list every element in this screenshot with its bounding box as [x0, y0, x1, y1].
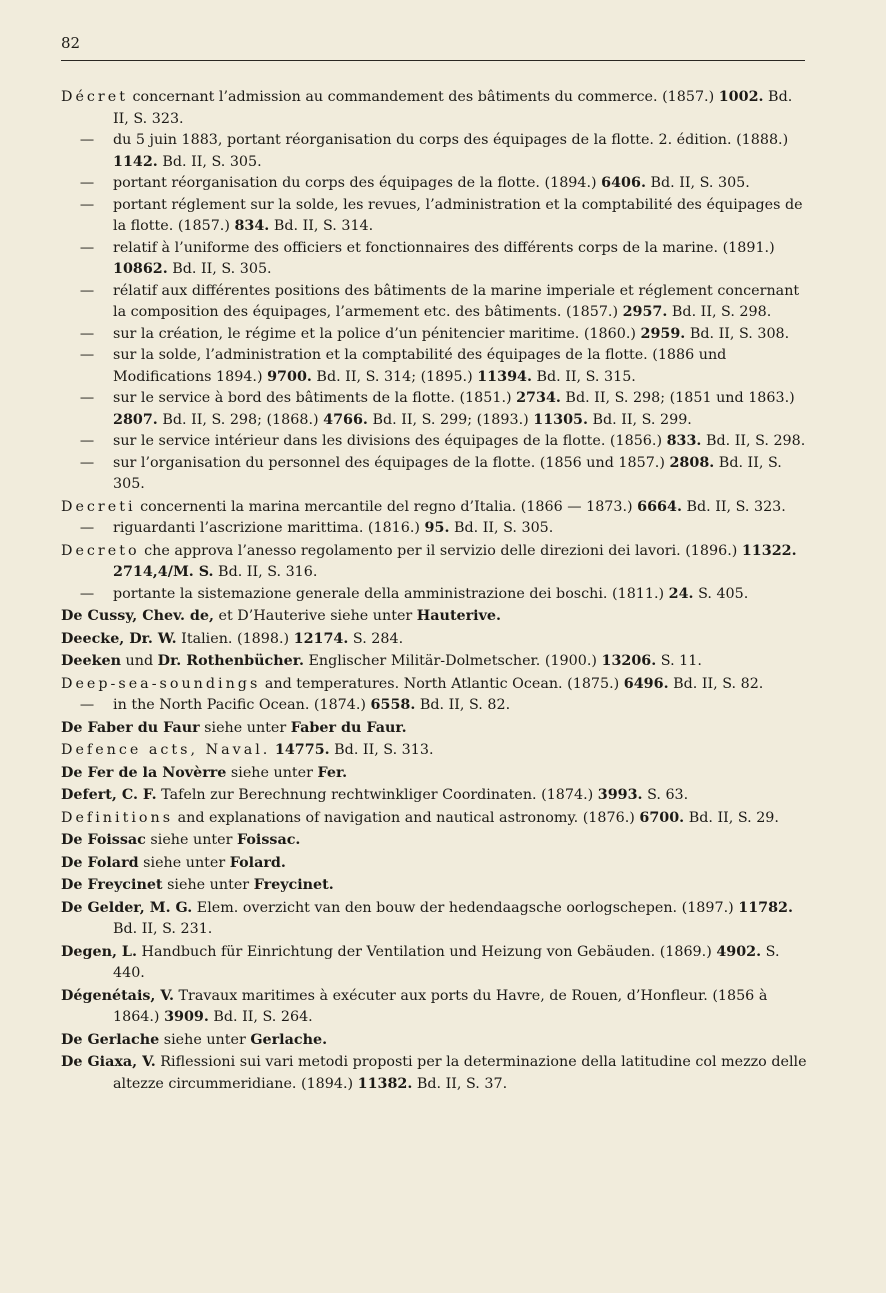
- volume-page-ref: S. 11.: [656, 653, 702, 669]
- entry-text: Italien. (1898.): [176, 630, 294, 647]
- entry-cross-reference: Faber du Faur.: [290, 719, 407, 736]
- volume-page-ref: S. 63.: [642, 787, 689, 803]
- volume-page-ref: Bd. II, S. 298; (1868.): [157, 411, 324, 428]
- index-entry: [61, 808, 807, 830]
- index-subentry: [61, 453, 807, 496]
- entry-text: Elem. overzicht van den bouw der hedendaagsche oorlogschepen. (1897.): [192, 899, 739, 916]
- subentry-dash: —: [79, 520, 95, 536]
- index-subentry: [61, 130, 807, 173]
- entry-text: sur la création, le régime et la police d’un pénitencier maritime. (1860.): [113, 325, 641, 342]
- entry-headword: Décret: [61, 89, 128, 105]
- entry-text: relatif à l’uniforme des officiers et fonctionnaires des différents corps de la marine. (1891.): [113, 239, 775, 256]
- index-entry: [61, 651, 807, 673]
- subentry-dash: —: [79, 454, 95, 471]
- volume-page-ref: Bd. II, S. 305.: [645, 175, 750, 191]
- catalog-number: 2808.: [669, 454, 715, 471]
- volume-page-ref: Bd. II, S. 316.: [213, 564, 318, 580]
- subentry-dash: —: [79, 697, 95, 713]
- entry-cross-reference: Folard.: [229, 854, 286, 871]
- catalog-number: 1002.: [718, 89, 764, 105]
- volume-page-ref: Bd. II, S. 305.: [157, 153, 262, 170]
- catalog-number: 834.: [234, 218, 270, 234]
- index-entry: [61, 497, 807, 519]
- index-entry: [61, 942, 807, 985]
- catalog-number: 13206.: [601, 653, 657, 669]
- entry-text: and explanations of navigation and nautical astronomy. (1876.): [173, 809, 640, 826]
- index-subentry: [61, 195, 807, 238]
- catalog-number: 10862.: [113, 261, 168, 277]
- entry-text: sur l’organisation du personnel des équipages de la flotte. (1856 und 1857.): [113, 454, 670, 471]
- entry-headword: Deeken: [61, 653, 121, 669]
- volume-page-ref: S. 440.: [113, 943, 780, 981]
- subentry-dash: —: [79, 325, 95, 342]
- index-subentry: [61, 695, 807, 717]
- catalog-number: 14775.: [274, 742, 330, 758]
- volume-page-ref: Bd. II, S. 82.: [668, 675, 764, 692]
- index-entry: [61, 740, 807, 762]
- page-number: 82: [61, 34, 81, 52]
- entry-text: siehe unter: [138, 854, 230, 871]
- entry-text: and temperatures. North Atlantic Ocean. (1875.): [260, 675, 624, 692]
- catalog-number: 4902.: [716, 943, 762, 960]
- catalog-number: 2959.: [640, 325, 686, 342]
- entry-headword: Defert, C. F.: [61, 787, 157, 803]
- entry-text: siehe unter: [162, 877, 254, 893]
- subentry-dash: —: [79, 175, 95, 191]
- catalog-number: 6558.: [370, 697, 416, 713]
- entry-headword: Dégenétais, V.: [61, 987, 174, 1004]
- catalog-number: 2734.: [516, 390, 561, 406]
- volume-page-ref: Bd. II, S. 305.: [113, 454, 782, 492]
- entry-text: portant réglement sur la solde, les revues, l’administration et la comptabilité des équipages de la flotte. (1857.): [113, 196, 803, 234]
- entry-text: in the North Pacific Ocean. (1874.): [113, 697, 371, 713]
- entry-text: et D’Hauterive siehe unter: [214, 608, 417, 624]
- entry-cross-reference: Foissac.: [237, 832, 301, 848]
- catalog-number: 11782.: [738, 899, 793, 916]
- catalog-number: 1142.: [113, 153, 158, 170]
- volume-page-ref: Bd. II, S. 305.: [449, 520, 554, 536]
- entry-headword: Degen, L.: [61, 943, 137, 960]
- volume-page-ref: Bd. II, S. 82.: [415, 697, 511, 713]
- index-entry: [61, 830, 807, 852]
- catalog-number: 4766.: [323, 411, 368, 428]
- catalog-number: 3909.: [164, 1009, 209, 1025]
- entry-coauthor: Dr. Rothenbücher.: [157, 653, 304, 669]
- index-entry: [61, 1030, 807, 1052]
- subentry-dash: —: [79, 433, 95, 449]
- entry-headword: De Freycinet: [61, 877, 163, 893]
- entry-text: riguardanti l’ascrizione marittima. (1816.): [113, 520, 425, 536]
- subentry-dash: —: [79, 239, 95, 256]
- catalog-number: 2807.: [113, 411, 158, 428]
- entry-text: portant réorganisation du corps des équipages de la flotte. (1894.): [113, 175, 602, 191]
- volume-page-ref: Bd. II, S. 308.: [685, 325, 790, 342]
- catalog-number: 11322. 2714,4/M. S.: [113, 542, 797, 580]
- volume-page-ref: Bd. II, S. 29.: [684, 809, 779, 826]
- volume-page-ref: Bd. II, S. 37.: [412, 1075, 508, 1092]
- volume-page-ref: Bd. II, S. 299; (1893.): [367, 411, 534, 428]
- volume-page-ref: Bd. II, S. 315.: [531, 368, 636, 385]
- entry-text: concernant l’admission au commandement des bâtiments du commerce. (1857.): [127, 89, 719, 105]
- entry-cross-reference: Hauterive.: [416, 608, 501, 624]
- index-subentry: [61, 173, 807, 195]
- entry-headword: Decreto: [61, 542, 140, 559]
- entry-headword: De Foissac: [61, 832, 146, 848]
- volume-page-ref: Bd. II, S. 231.: [113, 921, 213, 937]
- volume-page-ref: Bd. II, S. 313.: [329, 742, 434, 758]
- entry-text: siehe unter: [226, 764, 318, 781]
- entry-text: concernenti la marina mercantile del regno d’Italia. (1866 — 1873.): [135, 498, 638, 515]
- index-entry: [61, 674, 807, 696]
- subentry-dash: —: [79, 282, 95, 299]
- entry-cross-reference: Freycinet.: [253, 877, 334, 893]
- entry-cross-reference: Fer.: [317, 764, 348, 781]
- subentry-dash: —: [79, 585, 95, 602]
- catalog-number: 95.: [424, 520, 450, 536]
- entry-text: Tafeln zur Berechnung rechtwinkliger Coordinaten. (1874.): [156, 787, 598, 803]
- subentry-dash: —: [79, 196, 95, 213]
- entry-headword: De Fer de la Novèrre: [61, 764, 227, 781]
- entry-headword: Deecke, Dr. W.: [61, 630, 177, 647]
- index-subentry: [61, 345, 807, 388]
- subentry-dash: —: [79, 390, 95, 406]
- volume-page-ref: Bd. II, S. 323.: [113, 89, 793, 127]
- entry-headword: Deep-sea-soundings: [61, 675, 261, 692]
- catalog-number: 11305.: [533, 411, 588, 428]
- catalog-number: 6700.: [639, 809, 685, 826]
- volume-page-ref: Bd. II, S. 298; (1851 und 1863.): [560, 390, 795, 406]
- index-subentry: [61, 281, 807, 324]
- header-rule: [61, 60, 805, 61]
- index-entry: [61, 875, 807, 897]
- volume-page-ref: Bd. II, S. 314; (1895.): [311, 368, 478, 385]
- index-subentry: [61, 388, 807, 431]
- index-entry: [61, 87, 807, 130]
- entry-text: siehe unter: [145, 832, 238, 848]
- index-entry: [61, 718, 807, 740]
- entry-headword: Definitions: [61, 809, 174, 826]
- subentry-dash: —: [79, 347, 95, 363]
- entry-text: portante la sistemazione generale della amministrazione dei boschi. (1811.): [113, 585, 669, 602]
- entry-headword: De Gerlache: [61, 1031, 160, 1048]
- index-entry: [61, 986, 807, 1029]
- volume-page-ref: S. 284.: [348, 630, 404, 647]
- catalog-number: 11394.: [477, 368, 532, 385]
- catalog-number: 2957.: [622, 304, 668, 320]
- entry-text: che approva l’anesso regolamento per il servizio delle direzioni dei lavori. (1896.): [139, 542, 742, 559]
- index-subentry: [61, 324, 807, 346]
- catalog-number: 6496.: [623, 675, 669, 692]
- volume-page-ref: Bd. II, S. 298.: [667, 304, 772, 320]
- volume-page-ref: Bd. II, S. 298.: [701, 433, 806, 449]
- index-subentry: [61, 431, 807, 453]
- catalog-number: 9700.: [267, 368, 312, 385]
- index-entry: [61, 606, 807, 628]
- index-subentry: [61, 518, 807, 540]
- entry-text: sur le service intérieur dans les divisions des équipages de la flotte. (1856.): [113, 433, 667, 449]
- volume-page-ref: Bd. II, S. 264.: [208, 1009, 313, 1025]
- index-entry: [61, 1052, 807, 1095]
- index-entry: [61, 853, 807, 875]
- entry-headword: De Cussy, Chev. de,: [61, 608, 214, 624]
- catalog-number: 833.: [666, 433, 702, 449]
- catalog-number: 24.: [668, 585, 694, 602]
- catalog-number: 6664.: [637, 498, 682, 515]
- entry-headword: De Giaxa, V.: [61, 1054, 156, 1070]
- entry-text: Travaux maritimes à exécuter aux ports du Havre, de Rouen, d’Honfleur. (1856 à 1864.): [113, 987, 768, 1025]
- catalog-number: 3993.: [597, 787, 643, 803]
- volume-page-ref: Bd. II, S. 299.: [587, 411, 692, 428]
- volume-page-ref: Bd. II, S. 314.: [269, 218, 374, 234]
- entry-text: siehe unter: [199, 719, 291, 736]
- catalog-number: 11382.: [357, 1075, 413, 1092]
- entry-text: rélatif aux différentes positions des bâtiments de la marine imperiale et réglement concernant la composition des équipages, l’armement etc. des bâtiments. (1857.): [113, 282, 800, 320]
- index-entry: [61, 898, 807, 941]
- volume-page-ref: Bd. II, S. 323.: [681, 498, 786, 515]
- entry-headword: De Faber du Faur: [61, 719, 200, 736]
- entry-cross-reference: Gerlache.: [250, 1031, 328, 1048]
- index-entry: [61, 763, 807, 785]
- entry-text: Handbuch für Einrichtung der Ventilation und Heizung von Gebäuden. (1869.): [136, 943, 717, 960]
- volume-page-ref: Bd. II, S. 305.: [167, 261, 272, 277]
- entry-text: und: [121, 653, 158, 669]
- catalog-number: 12174.: [293, 630, 349, 647]
- entry-headword: De Folard: [61, 854, 139, 871]
- entry-text: Riflessioni sui vari metodi proposti per la determinazione della latitudine col mezzo delle altezze circummeridiane. (1894.): [113, 1054, 807, 1092]
- entry-text: du 5 juin 1883, portant réorganisation du corps des équipages de la flotte. 2. édition. (1888.): [113, 132, 789, 148]
- entry-text: Englischer Militär-Dolmetscher. (1900.): [303, 653, 602, 669]
- entry-text: sur la solde, l’administration et la comptabilité des équipages de la flotte. (1886 und Modifications 1894.): [113, 347, 727, 385]
- entry-text: siehe unter: [159, 1031, 251, 1048]
- index-entry: [61, 629, 807, 651]
- index-entry: [61, 541, 807, 584]
- entry-text: sur le service à bord des bâtiments de la flotte. (1851.): [113, 390, 517, 406]
- entry-headword: Defence acts, Naval.: [61, 742, 271, 758]
- subentry-dash: —: [79, 132, 95, 148]
- catalog-number: 6406.: [601, 175, 646, 191]
- index-entries: [61, 86, 807, 1095]
- volume-page-ref: S. 405.: [693, 585, 749, 602]
- index-subentry: [61, 584, 807, 606]
- entry-headword: De Gelder, M. G.: [61, 899, 193, 916]
- index-subentry: [61, 238, 807, 281]
- entry-headword: Decreti: [61, 498, 136, 515]
- index-entry: [61, 785, 807, 807]
